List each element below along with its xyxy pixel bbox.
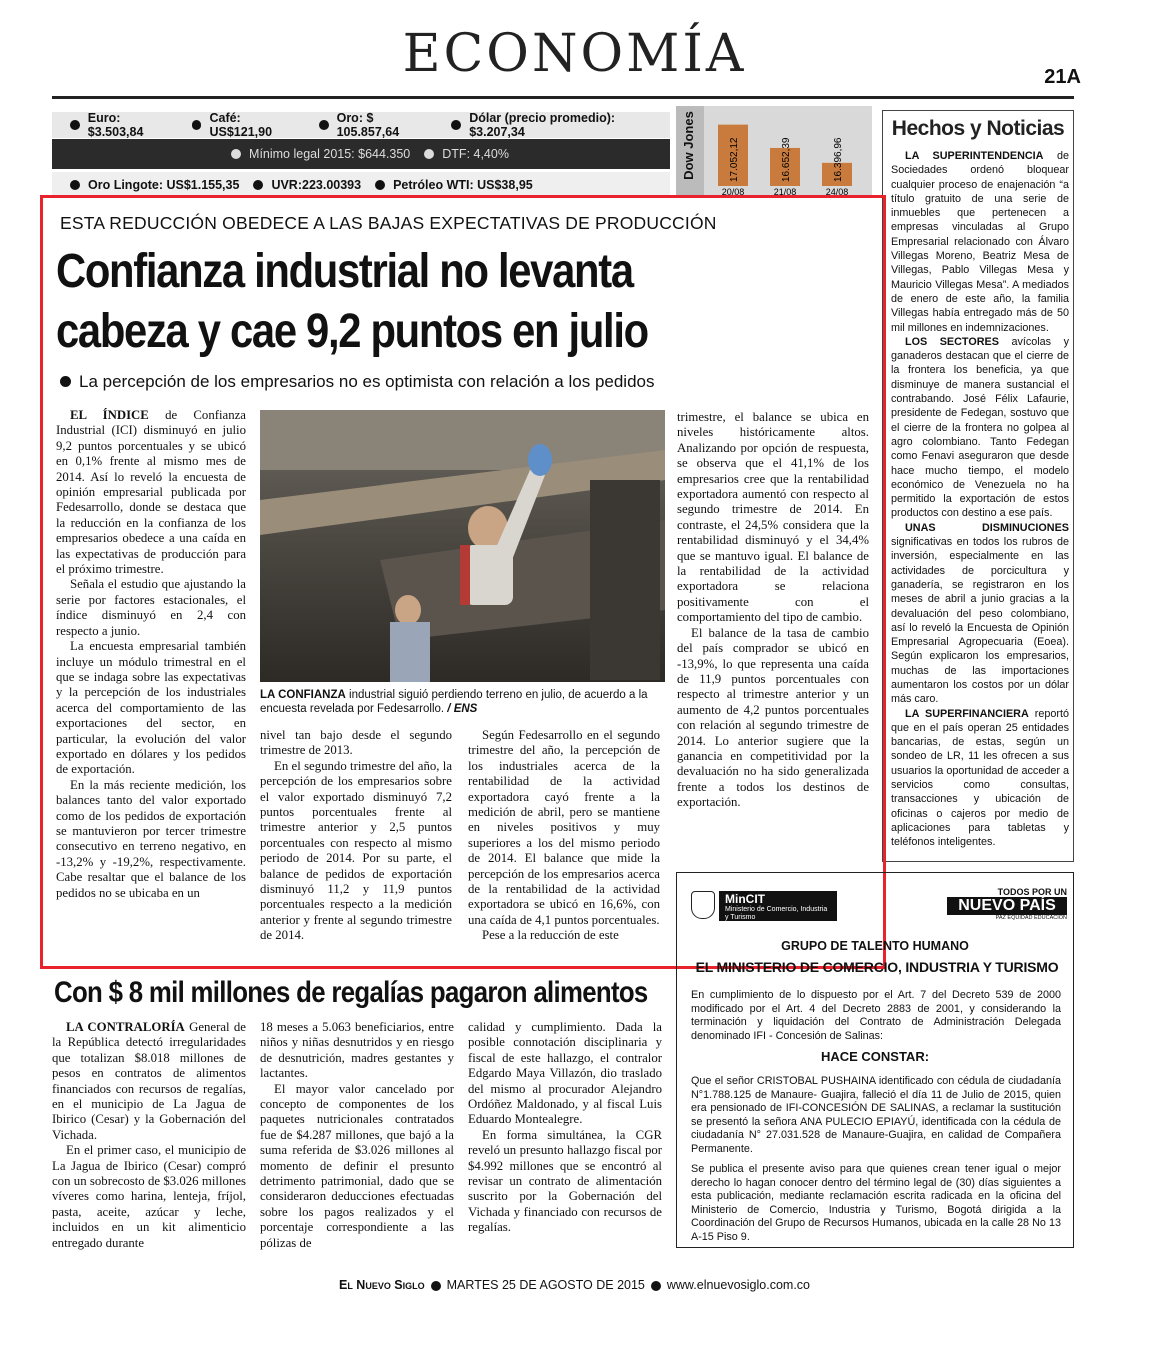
article-column-1: EL ÍNDICE de Confianza Industrial (ICI) disminuyó en julio 9,2 puntos porcentuales y se ubicó en 0,1% frente al mismo mes de 2014. Así lo reveló la encuesta de opinión empresarial publicada por Fedesarrollo, donde se destaca que la reducción en la confianza de los empresarios obedece a una caída en las expectativas de producción para el próximo trimestre. Señala el estudio que ajustando la serie por factores estacionales, el índice disminuyó en 2,4 con respecto a junio. La encuesta empresarial también incluye un módulo trimestral en el que se indaga sobre las expectativas y la percepción de los industriales acerca del comportamiento de las exportaciones del sector, en particular, la evolución del valor exportado en dólares y los pedidos de exportación. En la más reciente medición, los balances tanto del valor exportado como de los pedidos de exportación se mantuvieron por tercer trimestre consecutivo en terreno negativo, en -13,2% y -19,2%, respectivamente. Cabe resaltar que el balance de los pedidos no se ubicaba en un	[56, 408, 246, 900]
ad-ministry: EL MINISTERIO DE COMERCIO, INDUSTRIA Y TURISMO	[695, 959, 1059, 975]
ad-closing: Se publica el presente aviso para que quienes crean tener igual o mejor derecho lo hagan conocer dentro del término legal de (30) días siguientes a esta publicación, mediante reclamación escrita radicada en la oficina del Ministerio de Comercio, Industria y Turismo, Bogotá dirigida a la Coordinación del Grupo de Recursos Humanos, ubicada en la calle 28 No 13 A-15 Piso 9.	[691, 1163, 1061, 1243]
article-column-2: nivel tan bajo desde el segundo trimestre de 2013. En el segundo trimestre del año, la percepción de los empresarios sobre el valor exportado disminuyó 7,2 puntos porcentuales frente al trimestre anterior y 2,5 puntos porcentuales con respecto al mismo periodo de 2014. Por su parte, el balance de pedidos de exportación disminuyó 11,2 y 11,9 puntos porcentuales respecto a la medición anterior y frente al segundo trimestre de 2014.	[260, 728, 452, 943]
sidebar-item: LA SUPERINTENDENCIA de Sociedades ordenó bloquear cualquier proceso de enajenación “a título gratuito de una serie de inmuebles que pertenecen a empresas vinculadas al Grupo Empresarial relacionado con Álvaro Villegas Moreno, Beatriz Mesa de Villegas, Pablo Villegas Mesa y Mauricio Villegas Mesa”. A mediados de enero de este año, la familia Villegas había entregado más de 50 mil millones en indemnizaciones.	[891, 150, 1069, 334]
ticker-row-2	[52, 139, 670, 169]
dow-bar-label: 16.396,96	[833, 137, 844, 182]
mincit-logo: MinCIT Ministerio de Comercio, Industria y Turismo	[719, 891, 837, 921]
ticker-item: Euro: $3.503,84	[87, 111, 144, 139]
ministry-notice-ad	[676, 872, 1074, 1248]
ticker-item: Mínimo legal 2015: $644.350	[249, 147, 411, 161]
ticker-item: UVR:223.00393	[271, 178, 362, 192]
ad-group: GRUPO DE TALENTO HUMANO	[781, 939, 969, 953]
coat-of-arms-icon	[691, 891, 715, 919]
sidebar-item: LOS SECTORES avícolas y ganaderos destacan que el cierre de la frontera los beneficia, ya que disminuye de manera sustancial el contrabando. José Félix Lafaurie, presidente de Fedegan, sostuvo que el cierre de la frontera no golpea al agro colombiano. Tanto Fedegan como Fenavi aseguraron que desde hace mucho tiempo, el modelo económico de Venezuela no ha permitido la exportación de estos productos con destino a ese país.	[891, 335, 1069, 520]
article2-column-1: LA CONTRALORÍA General de la República detectó irregularidades que totalizan $8.018 millones de pesos en contratos de alimentos financiados con recursos de regalías, en el municipio de La Jagua de Ibirico (Cesar) y la Gobernación del Vichada. En el primer caso, el municipio de La Jagua de Ibirico (Cesar) compró con un sobrecosto de $3.026 millones víveres como harina, lenteja, fríjol, pasta, aceite, azúcar y leche, incluidos en un kit alimenticio entregado durante	[52, 1020, 246, 1250]
article-subhead: La percepción de los empresarios no es optimista con relación a los pedidos	[60, 372, 655, 392]
photo-caption: LA CONFIANZA industrial siguió perdiendo terreno en julio, de acuerdo a la encuesta revelada por Fedesarrollo. / ENS	[260, 689, 648, 715]
article-column-4: trimestre, el balance se ubica en niveles históricamente altos. Analizando por opción de respuesta, se observa que el 41,1% de los empresarios cree que la rentabilidad exportadora aumentó con respecto al segundo trimestre de 2014. En contraste, el 24,5% considera que la rentabilidad disminuyó y el 34,4% que se mantuvo igual. El balance de la rentabilidad de la actividad exportadora se relaciona positivamente con el comportamiento del tipo de cambio. El balance de la tasa de cambio del país comprador se ubicó en -13,9%, lo que representa una caída de 11,9 puntos porcentuales con respecto al trimestre anterior y un aumento de 4,2 puntos porcentuales con relación al segundo trimestre de 2014. Lo anterior sugiere que la ganancia en competitividad por la devaluación no ha sido generalizada frente a todos los destinos de exportación.	[677, 410, 869, 810]
sidebar-text	[891, 149, 1069, 850]
sidebar-item: LA SUPERFINANCIERA reportó que en el país operan 25 entidades bancarias, de estas, según un sondeo de LR, 11 les ofrecen a sus usuarios la oportunidad de acceder a servicios como consultas, transacciones y ubicación de oficinas o cajeros por medio de aplicaciones para tabletas y teléfonos inteligentes.	[891, 707, 1069, 849]
dow-jones-label: Dow Jones	[676, 106, 704, 196]
article2-column-2: 18 meses a 5.063 beneficiarios, entre niños y niñas desnutridos y en riesgo de desnutrición, madres gestantes y lactantes. El mayor valor cancelado por concepto de componentes de los paquetes nutricionales contratados fue de $4.287 millones, que bajó a la suma referida de $3.026 millones al momento de definir el presunto detrimento patrimonial, dado que se consideraron deducciones efectuadas sobre los pagos realizados y el porcentaje correspondiente a las pólizas de	[260, 1020, 454, 1250]
page-number: 21A	[1044, 66, 1081, 88]
article-headline: Confianza industrial no levanta cabeza y cae 9,2 puntos en julio	[56, 245, 648, 358]
article-column-3: Según Fedesarrollo en el segundo trimestre del año, la percepción de los industriales acerca de la rentabilidad de la actividad exportadora cayó frente a la medición de abril, pero se mantiene en niveles positivos y muy superiores a los del mismo periodo de 2014. El balance que mide la percepción de los empresarios acerca de la rentabilidad de la actividad exportadora se ubicó en 16,6%, con una caída de 4,1 puntos porcentuales. Pese a la reducción de este	[468, 728, 660, 943]
ad-intro: En cumplimiento de lo dispuesto por el Art. 7 del Decreto 539 de 2000 modificado por el Art. 4 del Decreto 2883 de 2001, y considerando la terminación y liquidación del Contrato de Administración Delegada denominado IFI - Concesión de Salinas:	[691, 989, 1061, 1042]
section-title: ECONOMÍA	[402, 24, 747, 84]
article2-column-3: calidad y cumplimiento. Dada la posible connotación disciplinaria y fiscal de este hallazgo, el contralor Edgardo Maya Villazón, dio traslado del mismo al procurador Alejandro Ordóñez Maldonado, y al fiscal Luis Eduardo Montealegre. En forma simultánea, la CGR reveló un presunto hallazgo fiscal por $4.992 millones que se encontró al revisar un contrato de alimentación suscrito por la Gobernación del Vichada y financiado con recursos de regalías.	[468, 1020, 662, 1235]
ad-body: Que el señor CRISTOBAL PUSHAINA identificado con cédula de ciudadanía N°1.788.125 de Manaure- Guajira, falleció el día 11 de Julio de 2015, quien era pensionado de IFI-CONCESIÓN DE SALINAS, a reclamar la sustitución se presentó la señora ANA PULECIO EPIAYÚ, identificada con la cédula de ciudadanía N° 27.031.528 de Manaure-Guajira, en calidad de Compañera Permanente.	[691, 1075, 1061, 1155]
ticker-item: DTF: 4,40%	[442, 147, 509, 161]
ticker-item: Oro Lingote: US$1.155,35	[88, 178, 240, 192]
dow-bar-label: 16.652,39	[781, 137, 792, 182]
ad-hace-constar: HACE CONSTAR:	[820, 1049, 930, 1064]
header-rule	[52, 96, 1074, 99]
nuevo-pais-logo: TODOS POR UN NUEVO PAÍS PAZ EQUIDAD EDUCACIÓN	[947, 887, 1067, 921]
article2-headline: Con $ 8 mil millones de regalías pagaron alimentos	[54, 976, 648, 1009]
ticker-item: Café: US$121,90	[209, 111, 273, 139]
ticker-item: Petróleo WTI: US$38,95	[393, 178, 533, 192]
dow-category-label: 20/08	[721, 187, 745, 196]
dow-jones-chart	[676, 106, 872, 196]
article-kicker: ESTA REDUCCIÓN OBEDECE A LAS BAJAS EXPECTATIVAS DE PRODUCCIÓN	[60, 213, 717, 233]
dow-category-label: 24/08	[825, 187, 849, 196]
factory-photo	[260, 410, 665, 682]
dow-bar-label: 17.052,12	[729, 137, 740, 182]
page-footer: El Nuevo Siglo MARTES 25 DE AGOSTO DE 2015 www.elnuevosiglo.com.co	[338, 1278, 810, 1292]
dow-category-label: 21/08	[773, 187, 797, 196]
sidebar-title: Hechos y Noticias	[891, 117, 1065, 140]
hechos-y-noticias-box	[882, 110, 1074, 862]
dow-jones-plot	[704, 106, 872, 196]
ticker-row-1	[52, 112, 670, 138]
ticker-item: Dólar (precio promedio): $3.207,34	[469, 111, 616, 139]
ticker-item: Oro: $ 105.857,64	[336, 111, 400, 139]
sidebar-item: UNAS DISMINUCIONES significativas en todos los rubros de inversión, especialmente en las actividades de porcicultura y ganadería, se registraron en los meses de abril a junio gracias a la devaluación del peso colombiano, así lo reveló la Encuesta de Opinión Empresarial Agropecuaria (Eoea). Según explicaron los empresarios, muchas de las importaciones aumentaron los costos por un dólar más caro.	[891, 521, 1069, 706]
